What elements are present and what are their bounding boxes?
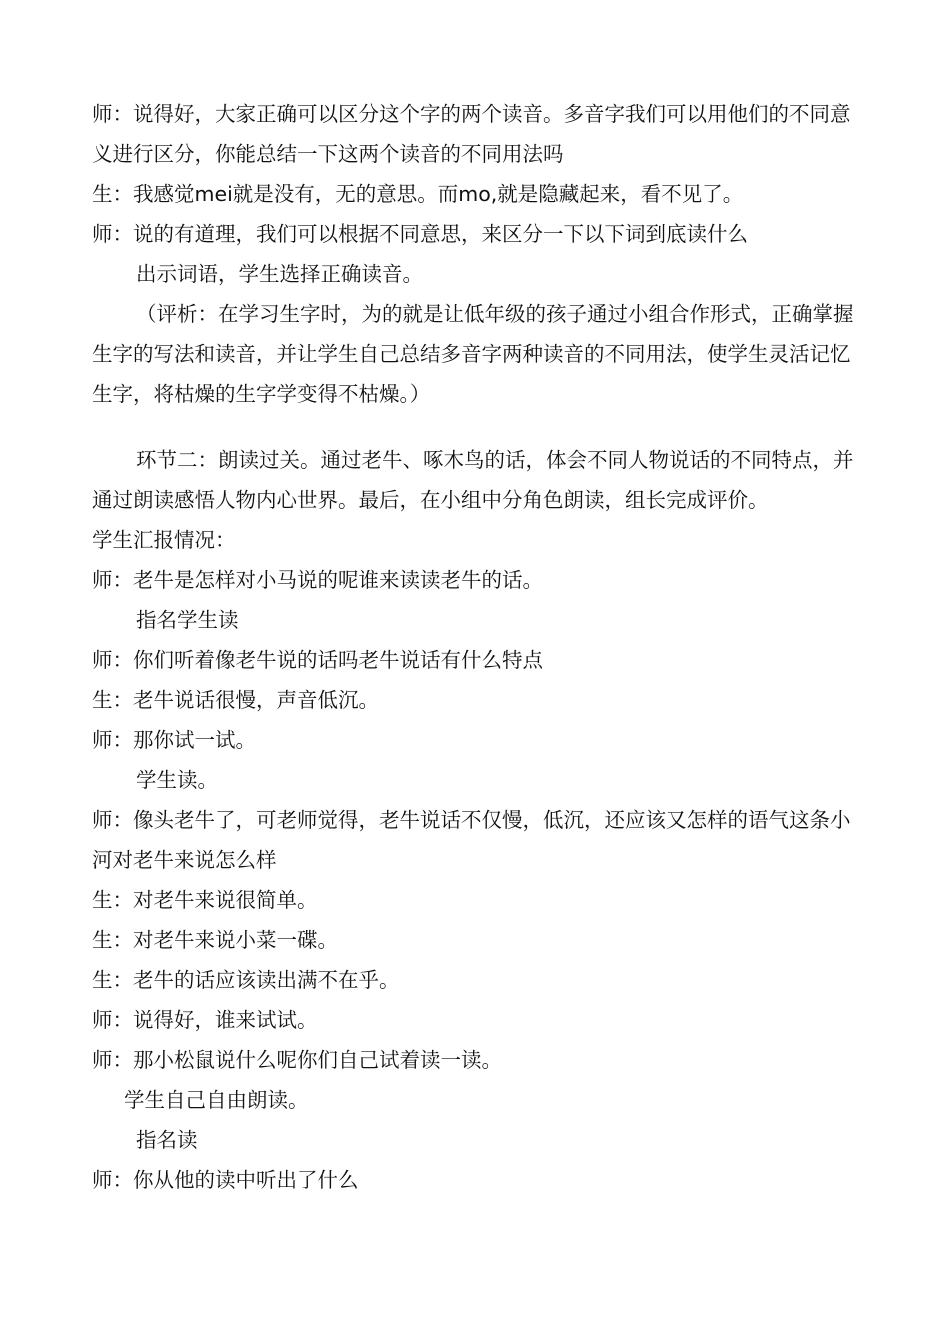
paragraph: 生：我感觉mei就是没有，无的意思。而mo,就是隐藏起来，看不见了。: [92, 182, 744, 206]
paragraph: 师：说得好，大家正确可以区分这个字的两个读音。多音字我们可以用他们的不同意义进行区分，你能总结一下这两个读音的不同用法吗: [92, 102, 851, 166]
paragraph-gap: [92, 414, 862, 440]
paragraph: 师：你从他的读中听出了什么: [92, 1168, 359, 1192]
paragraph: 生：对老牛来说小菜一碟。: [92, 928, 338, 952]
commentary-paragraph: （评析：在学习生字时，为的就是让低年级的孩子通过小组合作形式，正确掌握生字的写法和读音，并让学生自己总结多音字两种读音的不同用法，使学生灵活记忆生字，将枯燥的生字学变得不枯燥。）: [92, 302, 854, 406]
paragraph: 学生汇报情况：: [92, 528, 236, 552]
paragraph: 师：那小松鼠说什么呢你们自己试着读一读。: [92, 1048, 502, 1072]
paragraph: 师：你们听着像老牛说的话吗老牛说话有什么特点: [92, 648, 543, 672]
document-body: [92, 94, 862, 1200]
paragraph: 指名读: [136, 1128, 198, 1152]
paragraph: 师：说的有道理，我们可以根据不同意思，来区分一下以下词到底读什么: [92, 222, 748, 246]
paragraph: 师：说得好，谁来试试。: [92, 1008, 318, 1032]
paragraph: 学生读。: [136, 768, 218, 792]
paragraph: 出示词语，学生选择正确读音。: [136, 262, 423, 286]
paragraph: 生：老牛的话应该读出满不在乎。: [92, 968, 400, 992]
paragraph: 师：像头老牛了，可老师觉得，老牛说话不仅慢，低沉，还应该又怎样的语气这条小河对老牛来说怎么样: [92, 808, 851, 872]
paragraph: 生：老牛说话很慢，声音低沉。: [92, 688, 379, 712]
paragraph: 生：对老牛来说很简单。: [92, 888, 318, 912]
paragraph: 师：那你试一试。: [92, 728, 256, 752]
section-paragraph: 环节二：朗读过关。通过老牛、啄木鸟的话，体会不同人物说话的不同特点，并通过朗读感悟人物内心世界。最后，在小组中分角色朗读，组长完成评价。: [92, 448, 854, 512]
paragraph: 学生自己自由朗读。: [124, 1088, 309, 1112]
paragraph: 师：老牛是怎样对小马说的呢谁来读读老牛的话。: [92, 568, 543, 592]
paragraph: 指名学生读: [136, 608, 239, 632]
